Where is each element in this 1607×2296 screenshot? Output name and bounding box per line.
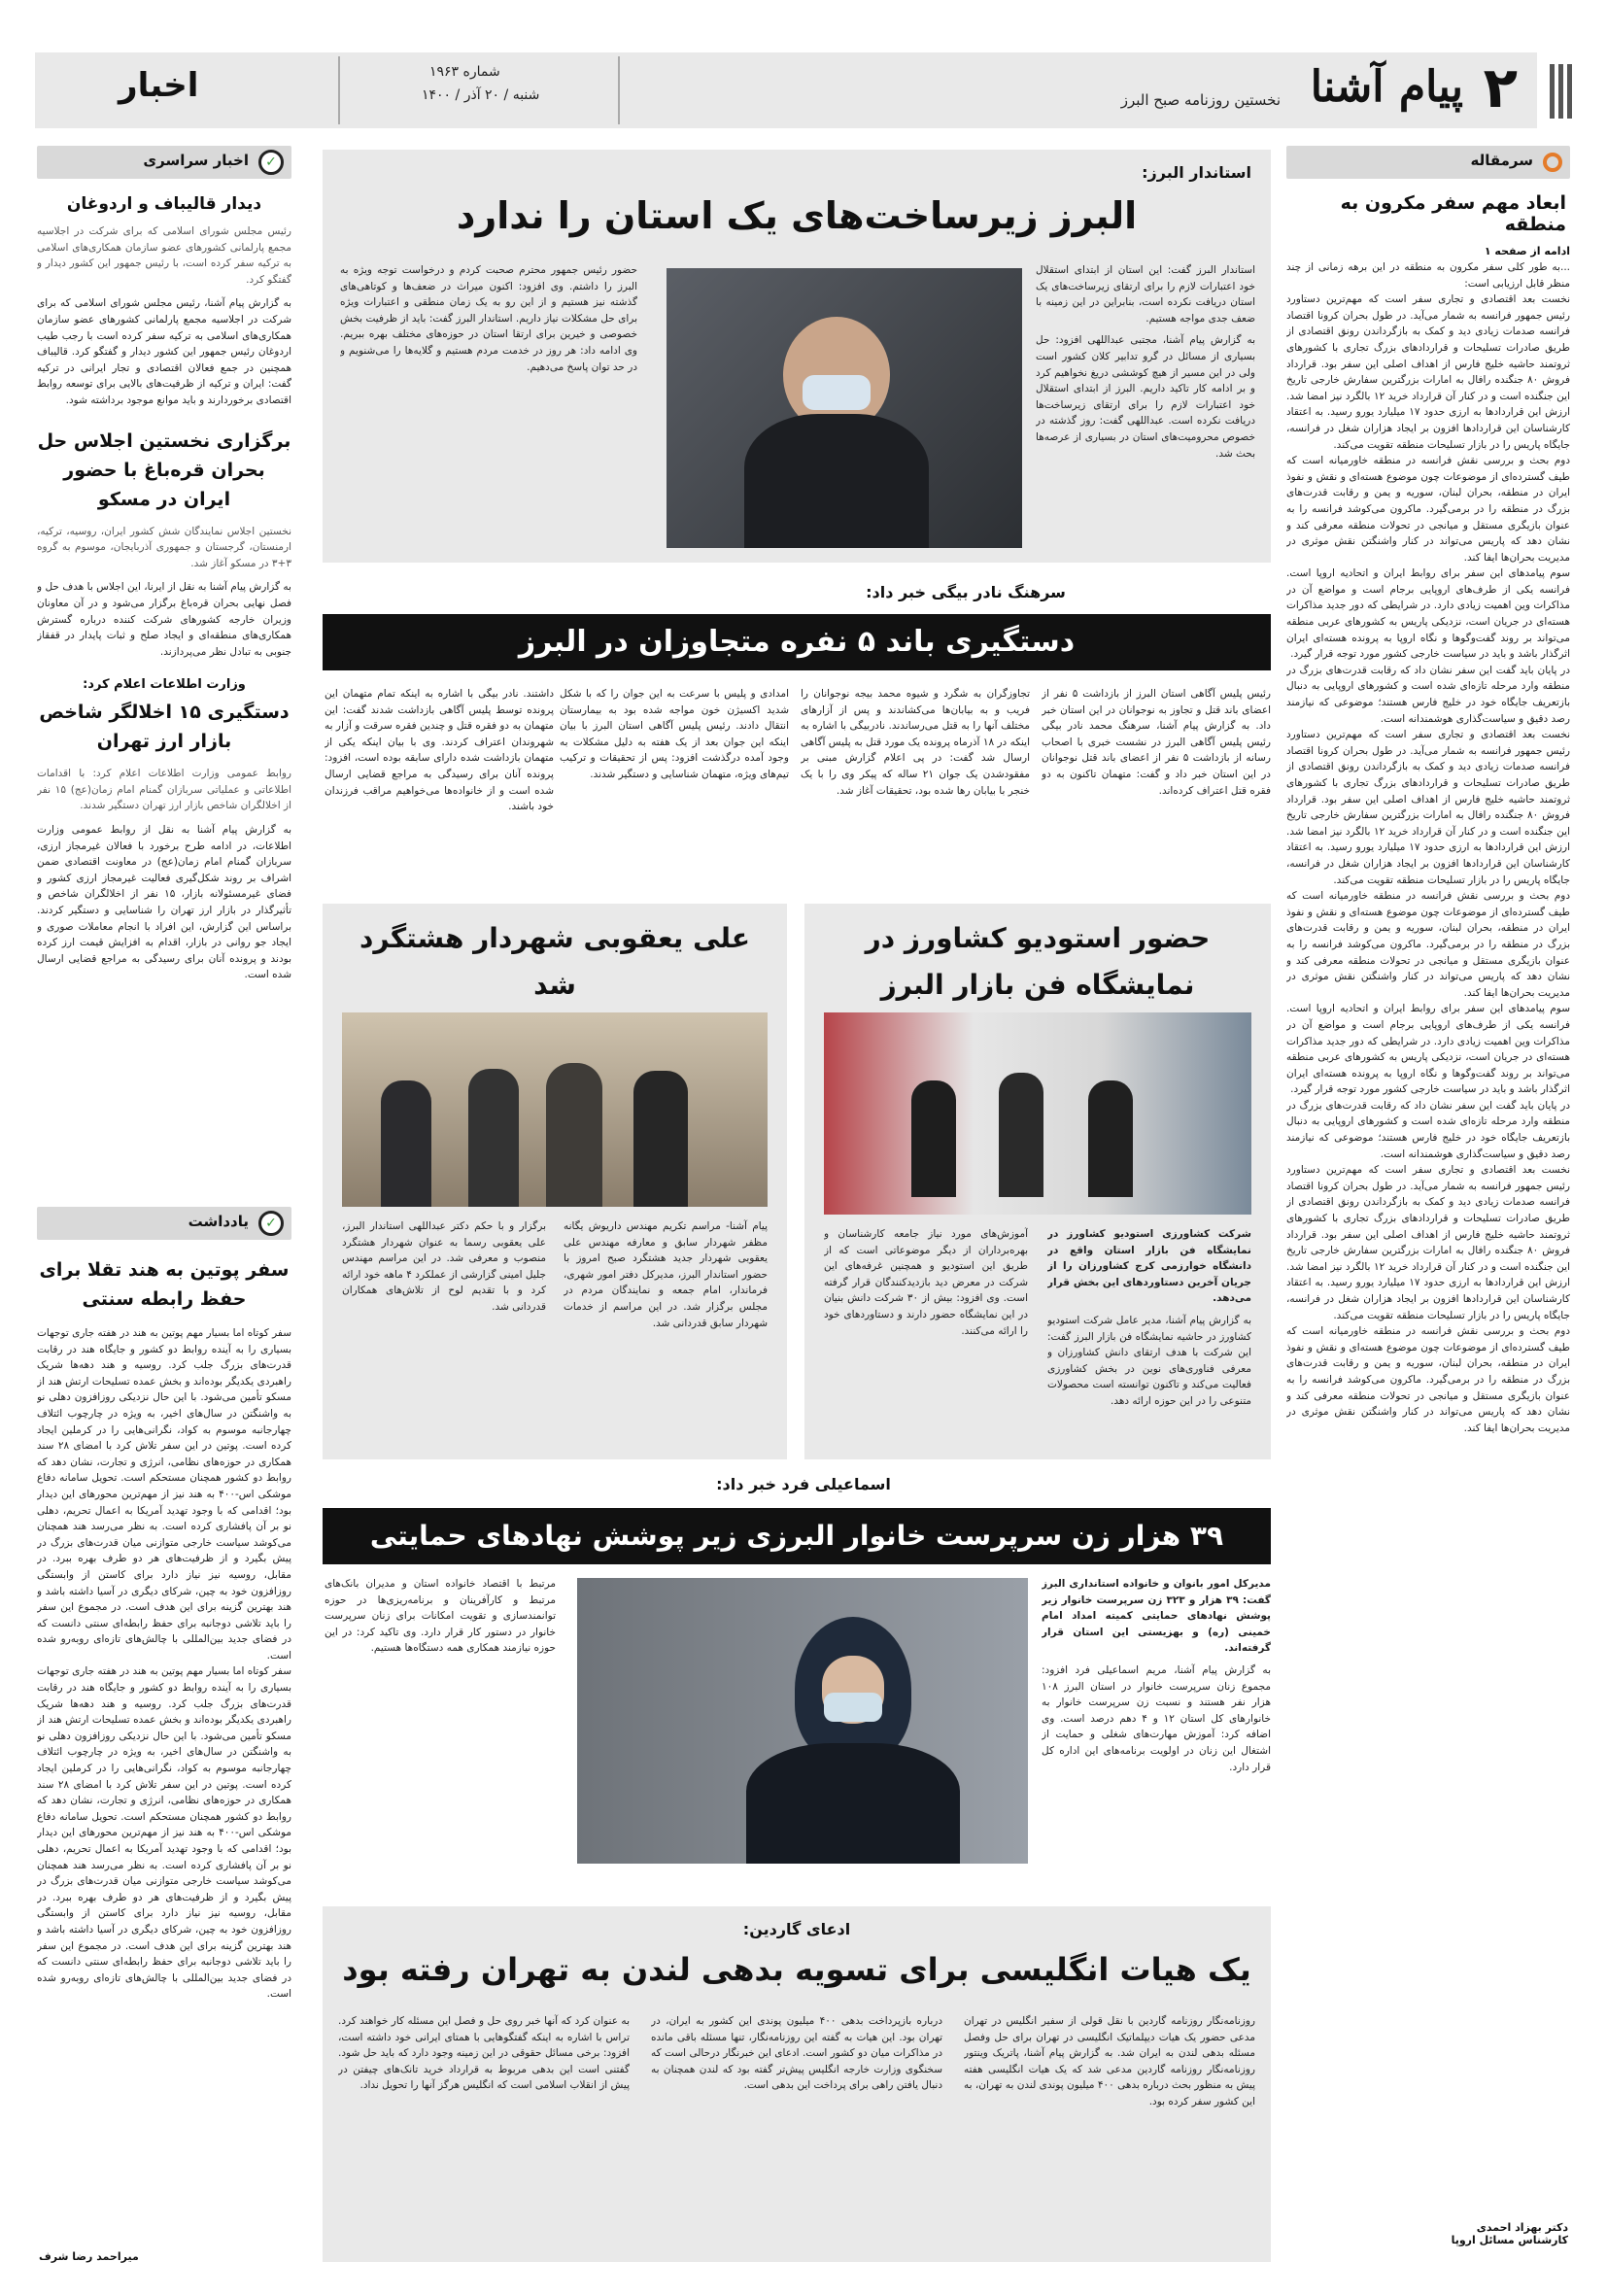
editorial-paragraph: ...به طور کلی سفر مکرون به منطقه در این برهه زمانی از چند منظر قابل ارزیابی است: [1286,261,1570,290]
story-kicker: ادعای گاردین: [742,1920,851,1938]
memo-section [37,1207,291,2270]
editorial-paragraph: نخست بعد اقتصادی و تجاری سفر است که مهم‌ترین دستاورد رئیس جمهور فرانسه به شمار می‌آید. در طول بحران کرونا اقتصاد فرانسه صدمات زیادی دید و کمک به بازگرداندن رونق اقتصادی از طریق صادرات تسلیحات و قراردادهای بزرگ تجاری با کشورهای ثروتمند حاشیه خلیج فارس از اهداف اصلی این سفر بود. قرارداد فروش ۸۰ جنگنده رافال به امارات بزرگترین سفارش خارجی تاریخ این جنگنده است و در کنار آن قرارداد خرید ۱۲ بالگرد نیز امضا شد. ارزش این قراردادها به ارزی حدود ۱۷ میلیارد یورو رسید. به اعتقاد کارشناسان این قراردادها افزون بر ایجاد هزاران شغل در فرانسه، جایگاه پاریس را در بازار تسلیحات منطقه تقویت می‌کند. [1286,293,1570,451]
news-lead: رئیس مجلس شورای اسلامی که برای شرکت در اجلاسیه مجمع پارلمانی کشورهای عضو سازمان همکاری‌های اسلامی به ترکیه سفر کرده است، با رئیس جمهور این کشور دیدار و گفتگو کرد. [37,225,291,286]
story-kicker: اسماعیلی فرد خبر داد: [716,1475,891,1493]
story-title-banner [323,614,1271,670]
editorial-paragraph: سوم پیامدهای این سفر برای روابط ایران و اتحادیه اروپا است. فرانسه یکی از طرف‌های اروپایی برجام است و مواضع آن در مذاکرات وین اهمیت زیادی دارد. در شرایطی که دور جدید مذاکرات هسته‌ای در جریان است، نزدیکی پاریس به کشورهای عربی منطقه می‌تواند بر روند گفت‌وگوها و نگاه اروپا به پرونده هسته‌ای ایران اثرگذار باشد و باید در سیاست خارجی کشور مورد توجه قرار گیرد. [1286,1003,1570,1096]
editorial-paragraph: در پایان باید گفت این سفر نشان داد که رقابت قدرت‌های بزرگ در منطقه وارد مرحله تازه‌ای شده است و کشورهای اروپایی به دنبال بازتعریف جایگاه خود در خلیج فارس هستند؛ موضوعی که نیازمند رصد دقیق و سیاست‌گذاری هوشمندانه است. [1286,664,1570,725]
memo-label-box [37,1207,291,1240]
story-body: مرتبط با اقتصاد خانواده استان و مدیران بانک‌های مرتبط و کارآفرینان و برنامه‌ریزی‌ها در حوزه توانمندسازی و تقویت امکانات برای زنان سرپرست خانوار در دستور کار قرار دارد. وی تاکید کرد: در این حوزه نیازمند همکاری همه دستگاه‌ها هستیم. [325,1578,556,1655]
news-lead: روابط عمومی وزارت اطلاعات اعلام کرد: با اقدامات اطلاعاتی و عملیاتی سربازان گمنام امام زمان(عج) ۱۵ نفر از اخلالگران شاخص بازار ارز تهران دستگیر شدند. [37,768,291,812]
author-name: دکتر بهزاد احمدی [1476,2221,1568,2234]
story-body: حضور رئیس جمهور محترم صحبت کردم و درخواست توجه ویژه به البرز را داشتم. وی افزود: اکنون میراث در ضعف‌ها و کوتاهی‌های گذشته نیز هستیم و از این رو به یک زمان منطقی و اعتبارات ویژه برای حل مشکلات نیاز داریم. استاندار البرز گفت: باید از ظرفیت بخش خصوصی و خیرین برای ارتقا استان در حوزه‌های مختلف بهره ببریم. وی ادامه داد: هر روز در خدمت مردم هستیم و گلایه‌ها را می‌شنویم و در حد توان پاسخ می‌دهیم. [340,264,637,373]
story-column [824,1226,1028,1450]
story-title: علی یعقوبی شهردار هشتگرد شد [359,922,750,1001]
story-body: به گزارش پیام آشنا، مدیر عامل شرکت استودیو کشاورز در حاشیه نمایشگاه فن بازار البرز گفت: این شرکت با هدف ارتقای دانش کشاورزان و معرفی فناوری‌های نوین در بخش کشاورزی فعالیت می‌کند و تاکنون توانسته است محصولات متنوعی را در این حوزه ارائه دهد. [1047,1314,1251,1407]
story-column [1042,1576,1271,1868]
memo-author: میراحمد رضا شرف [39,2250,139,2263]
editorial-paragraph: دوم بحث و بررسی نقش فرانسه در منطقه خاورمیانه است که طیف گسترده‌ای از موضوعات چون موضوع هسته‌ای و نقش و نفوذ ایران در منطقه، بحران لبنان، سوریه و یمن و رقابت قدرت‌های بزرگ در منطقه را در برمی‌گیرد. ماکرون می‌کوشد فرانسه را به عنوان بازیگری مستقل و میانجی در تحولات منطقه معرفی کند و نشان دهد که پاریس می‌تواند در کنار واشنگتن نقش موثری در مدیریت بحران‌ها ایفا کند. [1286,455,1570,564]
story-body: درباره بازپرداخت بدهی ۴۰۰ میلیون پوندی این کشور به ایران، در تهران بود. این هیات به گفته این روزنامه‌نگار، تنها مسئله باقی مانده در مذاکرات میان دو کشور است. ادعای این خبرنگار درحالی است که سخنگوی وزارت خارجه انگلیس پیش‌تر گفته بود که لندن همچنان به دنبال یافتن راهی برای پرداخت این بدهی است. [651,2015,942,2092]
news-body: به گزارش پیام آشنا، رئیس مجلس شورای اسلامی که برای شرکت در اجلاسیه مجمع پارلمانی کشورهای عضو سازمان همکاری‌های اسلامی به ترکیه سفر کرده است با رجب طیب اردوغان رئیس جمهور این کشور دیدار و گفتگو کرد. قالیباف همچنین در جمع فعالان اقتصادی و تجار ایرانی در ترکیه گفت: ایران و ترکیه از ظرفیت‌های بالایی برای توسعه روابط اقتصادی برخوردارند و باید موانع موجود برداشته شود. [37,297,291,406]
editorial-paragraph: سوم پیامدهای این سفر برای روابط ایران و اتحادیه اروپا است. فرانسه یکی از طرف‌های اروپایی برجام است و مواضع آن در مذاکرات وین اهمیت زیادی دارد. در شرایطی که دور جدید مذاکرات هسته‌ای در جریان است، نزدیکی پاریس به کشورهای عربی منطقه می‌تواند بر روند گفت‌وگوها و نگاه اروپا به پرونده هسته‌ای ایران اثرگذار باشد و باید در سیاست خارجی کشور مورد توجه قرار گیرد. [1286,567,1570,661]
news-body: به گزارش پیام آشنا به نقل از ایرنا، این اجلاس با هدف حل و فصل نهایی بحران قره‌باغ برگزار می‌شود و در آن معاونان وزیران خارجه کشورهای شرکت کننده درباره گسترش همکاری‌های منطقه‌ای و ایجاد صلح و ثبات پایدار در قفقاز جنوبی به تبادل نظر می‌پردازند. [37,581,291,658]
story-box [804,904,1271,1459]
editorial-paragraph: در پایان باید گفت این سفر نشان داد که رقابت قدرت‌های بزرگ در منطقه وارد مرحله تازه‌ای شده است و کشورهای اروپایی به دنبال بازتعریف جایگاه خود در خلیج فارس هستند؛ موضوعی که نیازمند رصد دقیق و سیاست‌گذاری هوشمندانه است. [1286,1099,1570,1160]
story-body: رئیس پلیس آگاهی استان البرز از بازداشت ۵ نفر از اعضای باند قتل و تجاوز به نوجوانان در این استان خبر داد. به گزارش پیام آشنا، سرهنگ محمد نادر بیگی رئیس پلیس آگاهی البرز در نشست خبری با اصحاب رسانه از بازداشت ۵ نفر از اعضای باند قتل نوجوانان در این استان خبر داد و گفت: متهمان تاکنون به دو فقره قتل اعتراف کرده‌اند. [1042,688,1271,797]
story-column [325,686,554,880]
editorial-paragraph: دوم بحث و بررسی نقش فرانسه در منطقه خاورمیانه است که طیف گسترده‌ای از موضوعات چون موضوع هسته‌ای و نقش و نفوذ ایران در منطقه، بحران لبنان، سوریه و یمن و رقابت قدرت‌های بزرگ در منطقه را در برمی‌گیرد. ماکرون می‌کوشد فرانسه را به عنوان بازیگری مستقل و میانجی در تحولات منطقه معرفی کند و نشان دهد که پاریس می‌تواند در کنار واشنگتن نقش موثری در مدیریت بحران‌ها ایفا کند. [1286,890,1570,999]
editorial-label: سرمقاله [1470,152,1533,169]
exhibition-photo [824,1012,1251,1215]
ceremony-photo [342,1012,768,1207]
editorial-paragraph: نخست بعد اقتصادی و تجاری سفر است که مهم‌ترین دستاورد رئیس جمهور فرانسه به شمار می‌آید. در طول بحران کرونا اقتصاد فرانسه صدمات زیادی دید و کمک به بازگرداندن رونق اقتصادی از طریق صادرات تسلیحات و قراردادهای بزرگ تجاری با کشورهای ثروتمند حاشیه خلیج فارس از اهداف اصلی این سفر بود. قرارداد فروش ۸۰ جنگنده رافال به امارات بزرگترین سفارش خارجی تاریخ این جنگنده است و در کنار آن قرارداد خرید ۱۲ بالگرد نیز امضا شد. ارزش این قراردادها به ارزی حدود ۱۷ میلیارد یورو رسید. به اعتقاد کارشناسان این قراردادها افزون بر ایجاد هزاران شغل در فرانسه، جایگاه پاریس را در بازار تسلیحات منطقه تقویت می‌کند. [1286,1164,1570,1321]
story-kicker: استاندار البرز: [1142,163,1251,182]
story-box [323,904,787,1459]
editorial-column [1286,146,1570,2264]
story-column [564,1218,768,1452]
story-column [340,262,637,554]
story-title: دستگیری باند ۵ نفره متجاوزان در البرز [518,625,1076,659]
story-lead: مدیرکل امور بانوان و خانواده استانداری البرز گفت: ۳۹ هزار و ۳۲۳ زن سرپرست خانوار زیر پوشش نهادهای حمایتی کمیته امداد امام خمینی (ره) و بهزیستی این استان قرار گرفته‌اند. [1042,1578,1271,1655]
news-title: دیدار قالیباف و اردوغان [66,194,262,214]
editorial-paragraph: نخست بعد اقتصادی و تجاری سفر است که مهم‌ترین دستاورد رئیس جمهور فرانسه به شمار می‌آید. در طول بحران کرونا اقتصاد فرانسه صدمات زیادی دید و کمک به بازگرداندن رونق اقتصادی از طریق صادرات تسلیحات و قراردادهای بزرگ تجاری با کشورهای ثروتمند حاشیه خلیج فارس از اهداف اصلی این سفر بود. قرارداد فروش ۸۰ جنگنده رافال به امارات بزرگترین سفارش خارجی تاریخ این جنگنده است و در کنار آن قرارداد خرید ۱۲ بالگرد نیز امضا شد. ارزش این قراردادها به ارزی حدود ۱۷ میلیارد یورو رسید. به اعتقاد کارشناسان این قراردادها افزون بر ایجاد هزاران شغل در فرانسه، جایگاه پاریس را در بازار تسلیحات منطقه تقویت می‌کند. [1286,729,1570,886]
story-column [342,1218,546,1452]
editorial-paragraph: دوم بحث و بررسی نقش فرانسه در منطقه خاورمیانه است که طیف گسترده‌ای از موضوعات چون موضوع هسته‌ای و نقش و نفوذ ایران در منطقه، بحران لبنان، سوریه و یمن و رقابت قدرت‌های بزرگ در منطقه را در برمی‌گیرد. ماکرون می‌کوشد فرانسه را به عنوان بازیگری مستقل و میانجی در تحولات منطقه معرفی کند و نشان دهد که پاریس می‌تواند در کنار واشنگتن نقش موثری در مدیریت بحران‌ها ایفا کند. [1286,1325,1570,1434]
story-box [323,150,1271,563]
story-body: امدادی و پلیس با سرعت به این جوان را که با شکل شدید اکسیژن خون مواجه شده بود به بیمارستان انتقال دادند. رئیس پلیس آگاهی استان البرز با بیان اینکه این جوان بعد از یک هفته به دلیل مشکلات به وجود آمده درگذشت افزود: پس از تحقیقات و ترکیب تیم‌های ویژه، متهمان شناسایی و دستگیر شدند. [560,688,789,780]
story-body: پیام آشنا- مراسم تکریم مهندس داریوش یگانه مظفر شهردار سابق و معارفه مهندس علی یعقوبی شهردار جدید هشتگرد صبح امروز با حضور استاندار البرز، مدیرکل دفتر امور شهری، فرماندار، امام جمعه و نمایندگان مردم در مجلس برگزار شد. در این مراسم از خدمات شهردار سابق قدردانی شد. [564,1220,768,1329]
news-body: به گزارش پیام آشنا به نقل از روابط عمومی وزارت اطلاعات، در ادامه طرح برخورد با فعالان غیرمجاز ارزی، سربازان گمنام امام زمان(عج) در معاونت اقتصادی ضمن اشراف بر روند شکل‌گیری فعالیت غیرمجاز ارزی کشور و فضای غیرمسئولانه بازار، ۱۵ نفر از اخلالگران شاخص و تأثیرگذار در بازار ارز تهران را شناسایی و دستگیر کردند. براساس این گزارش، این افراد با انجام معاملات صوری و ایجاد جو روانی در بازار، اقدام به افزایش قیمت ارز کرده بودند و پرونده آنان برای رسیدگی به مراجع قضایی ارسال شده است. [37,824,291,981]
editorial-signature [1286,2221,1568,2246]
story-body: برگزار و با حکم دکتر عبداللهی استاندار البرز، علی یعقوبی رسما به عنوان شهردار هشتگرد منصوب و معرفی شد. در این مراسم مهندس جلیل امینی گزارشی از عملکرد ۴ ماهه خود ارائه کرد و با تقدیم لوح از تلاش‌های همکاران قدردانی شد. [342,1220,546,1313]
check-icon: ✓ [258,1211,284,1236]
story-title-banner [323,1508,1271,1564]
photo-caption: شرکت کشاورزی استودیو کشاورز در نمایشگاه فن بازار استان واقع در دانشگاه خوارزمی کرج کشاورزان را از جریان آخرین دستاوردهای این بخش قرار می‌دهد. [1047,1228,1251,1305]
news-title: دستگیری ۱۵ اخلالگر شاخص بازار ارز تهران [39,702,290,753]
memo-body: سفر کوتاه اما بسیار مهم پوتین به هند در هفته جاری توجهات بسیاری را به آینده روابط دو کشور و جایگاه هند در رقابت قدرت‌های بزرگ جلب کرد. روسیه و هند دهه‌ها شریک راهبردی یکدیگر بوده‌اند و بخش عمده تسلیحات ارتش هند از مسکو تأمین می‌شود. با این حال نزدیکی روزافزون دهلی نو به واشنگتن در سال‌های اخیر، به ویژه در چارچوب ائتلاف چهارجانبه موسوم به کواد، نگرانی‌هایی را در کرملین ایجاد کرده است. پوتین در این سفر تلاش کرد با امضای ۲۸ سند همکاری در حوزه‌های نظامی، انرژی و تجارت، نشان دهد که روابط دو کشور همچنان مستحکم است. تحویل سامانه دفاع موشکی اس-۴۰۰ به هند نیز از مهم‌ترین محورهای این دیدار بود؛ اقدامی که با وجود تهدید آمریکا به اعمال تحریم، دهلی نو بر آن پافشاری کرده است. به نظر می‌رسد هند همچنان می‌کوشد سیاست خارجی متوازنی میان قدرت‌های بزرگ در پیش بگیرد و از ظرفیت‌های هر دو طرف بهره ببرد. در مقابل، روسیه نیز نیاز دارد برای کاستن از وابستگی روزافزون خود به چین، شرکای دیگری در آسیا داشته باشد و هند بهترین گزینه برای این هدف است. در مجموع این سفر را باید تلاشی دوجانبه برای حفظ رابطه‌ای سنتی دانست که در فضای جدید بین‌المللی با چالش‌های تازه‌ای روبه‌رو شده است. [37,1327,291,1662]
issue-number: شماره ۱۹۶۳ [429,64,500,80]
national-news-label: اخبار سراسری [143,152,249,169]
news-lead: نخستین اجلاس نمایندگان شش کشور ایران، روسیه، ترکیه، ارمنستان، گرجستان و جمهوری آذربایجان، موسوم به گروه ۳+۳ در مسکو آغاز شد. [37,525,291,569]
story-body: تجاوزگران به شگرد و شیوه محمد بیجه نوجوانان را فریب و به بیابان‌ها می‌کشاندند و پس از آزارهای مختلف آنها را به قتل می‌رساندند. نادربیگی با اشاره به اینکه در ۱۸ آذرماه پرونده یک مورد قتل به پلیس آگاهی ارسال شد گفت: در پی اعلام گزارش مبنی بر مفقودشدن یک جوان ۲۱ ساله که پیکر وی را با یک خنجر با بیابان رها شده بود، تحقیقات آغاز شد. [801,688,1030,797]
news-title: برگزاری نخستین اجلاس حل بحران قره‌باغ با حضور ایران در مسکو [37,429,291,510]
story-title: حضور استودیو کشاورز در نمایشگاه فن بازار البرز [865,922,1211,1001]
decorative-bars [1547,64,1572,119]
governor-photo [667,268,1022,548]
story-lead: استاندار البرز گفت: این استان از ابتدای استقلال خود اعتبارات لازم را برای ارتقای زیرساخت‌های یک استان دریافت نکرده است، بنابراین در این زمینه با ضعف جدی مواجه هستیم. [1036,264,1255,325]
masthead [35,52,1572,128]
story-column [1036,262,1255,554]
editorial-icon [1543,153,1562,172]
story-column [651,2013,942,2246]
story-column [1047,1226,1251,1450]
editorial-label-box [1286,146,1570,179]
continued-note: ادامه از صفحه ۱ [1484,245,1570,257]
story-body: داشتند. نادر بیگی با اشاره به اینکه تمام متهمان این پرونده توسط پلیس آگاهی بازداشت شدند گفت: این متهمان به دو فقره قتل و چندین فقره سرقت و آزار به شهروندان اعتراف کردند. وی با بیان اینکه یکی از متهمان بازداشت شده دارای سابقه بوده است، افزود: پرونده آنان برای رسیدگی به مراجع قضایی ارسال شده است و از خانواده‌ها می‌خواهیم مراقب فرزندان خود باشند. [325,688,554,813]
story-box [323,1906,1271,2262]
story-title: البرز زیرساخت‌های یک استان را ندارد [456,194,1138,237]
story-body: آموزش‌های مورد نیاز جامعه کارشناسان و بهره‌برداران از دیگر موضوعاتی است که از طریق این استودیو و همچنین غرفه‌های این شرکت در معرض دید بازدیدکنندگان قرار گرفته است. وی افزود: بیش از ۳۰ شرکت دانش بنیان در این نمایشگاه حضور دارند و دستاوردهای خود را ارائه می‌کنند. [824,1228,1028,1337]
story-title: یک هیات انگلیسی برای تسویه بدهی لندن به تهران رفته بود [342,1951,1251,1988]
story-column [801,686,1030,880]
story-kicker: سرهنگ نادر بیگی خبر داد: [866,583,1066,601]
tagline: نخستین روزنامه صبح البرز [1120,91,1281,109]
story-body: به عنوان کرد که آنها خبر روی حل و فصل این مسئله کار خواهند کرد. تراس با اشاره به اینکه گفتگوهایی با همتای ایرانی خود داشته است، افزود: برخی مسائل حقوقی در این زمینه وجود دارد که باید حل شود. گفتنی است این بدهی مربوط به قرارداد خرید تانک‌های چیفتن در پیش از انقلاب اسلامی است که انگلیس هرگز آنها را تحویل نداد. [338,2015,630,2092]
newspaper-logo: پیام آشنا [1310,62,1463,112]
story-title: ۳۹ هزار زن سرپرست خانوار البرزی زیر پوشش نهادهای حمایتی [369,1520,1224,1552]
officer-photo [577,1578,1028,1864]
news-kicker: وزارت اطلاعات اعلام کرد: [83,677,246,693]
story-body: روزنامه‌نگار روزنامه گاردین با نقل قولی از سفیر انگلیس در تهران مدعی حضور یک هیات دیپلماتیک انگلیسی در تهران برای حل وفصل مسئله بدهی لندن به ایران شد. به گزارش پیام آشنا، پاتریک وینتور روزنامه‌نگار روزنامه گاردین مدعی شد که یک هیات انگلیسی هفته پیش به منظور بحث درباره بدهی ۴۰۰ میلیون پوندی لندن به تهران، به این کشور سفر کرده بود. [964,2015,1255,2108]
story-column [325,1576,556,1868]
story-body: به گزارش پیام آشنا، مجتبی عبداللهی افزود: حل بسیاری از مسائل در گرو تدابیر کلان کشور است ولی در این مسیر از هیچ کوششی دریغ نخواهیم کرد و بر ادامه کار تاکید داریم. البرز از ابتدای استقلال خود اعتبارات لازم را برای ارتقای زیرساخت‌ها دریافت نکرده است. عبداللهی گفت: روز گذشته در خصوص محرومیت‌های استان در بسیاری از عرصه‌ها بحث شد. [1036,334,1255,460]
story-column [560,686,789,880]
memo-label: یادداشت [188,1213,249,1230]
story-body: به گزارش پیام آشنا، مریم اسماعیلی فرد افزود: مجموع زنان سرپرست خانوار در استان البرز ۱۰۸ هزار نفر هستند و نسبت زن سرپرست خانوار به خانوارهای کل استان ۱۲ و ۴ دهم درصد است. وی اضافه کرد: آموزش مهارت‌های شغلی و حمایت از اشتغال این زنان در اولویت برنامه‌های این اداره کل قرار دارد. [1042,1663,1271,1773]
issue-date: شنبه / ۲۰ آذر / ۱۴۰۰ [422,87,540,103]
check-icon: ✓ [258,150,284,175]
editorial-title: ابعاد مهم سفر مکرون به منطقه [1340,192,1566,235]
section-title: اخبار [119,66,199,105]
national-news-label-box [37,146,291,179]
story-column [964,2013,1255,2246]
author-role: کارشناس مسائل اروپا [1451,2234,1568,2246]
page-number: ۲ [1483,54,1518,120]
memo-body: سفر کوتاه اما بسیار مهم پوتین به هند در هفته جاری توجهات بسیاری را به آینده روابط دو کشور و جایگاه هند در رقابت قدرت‌های بزرگ جلب کرد. روسیه و هند دهه‌ها شریک راهبردی یکدیگر بوده‌اند و بخش عمده تسلیحات ارتش هند از مسکو تأمین می‌شود. با این حال نزدیکی روزافزون دهلی نو به واشنگتن در سال‌های اخیر، به ویژه در چارچوب ائتلاف چهارجانبه موسوم به کواد، نگرانی‌هایی را در کرملین ایجاد کرده است. پوتین در این سفر تلاش کرد با امضای ۲۸ سند همکاری در حوزه‌های نظامی، انرژی و تجارت، نشان دهد که روابط دو کشور همچنان مستحکم است. تحویل سامانه دفاع موشکی اس-۴۰۰ به هند نیز از مهم‌ترین محورهای این دیدار بود؛ اقدامی که با وجود تهدید آمریکا به اعمال تحریم، دهلی نو بر آن پافشاری کرده است. به نظر می‌رسد هند همچنان می‌کوشد سیاست خارجی متوازنی میان قدرت‌های بزرگ در پیش بگیرد و از ظرفیت‌های هر دو طرف بهره ببرد. در مقابل، روسیه نیز نیاز دارد برای کاستن از وابستگی روزافزون خود به چین، شرکای دیگری در آسیا داشته باشد و هند بهترین گزینه برای این هدف است. در مجموع این سفر را باید تلاشی دوجانبه برای حفظ رابطه‌ای سنتی دانست که در فضای جدید بین‌المللی با چالش‌های تازه‌ای روبه‌رو شده است. [37,1665,291,2001]
story-column [1042,686,1271,880]
story-column [338,2013,630,2246]
memo-title: سفر پوتین به هند تقلا برای حفظ رابطه سنتی [39,1259,290,1310]
